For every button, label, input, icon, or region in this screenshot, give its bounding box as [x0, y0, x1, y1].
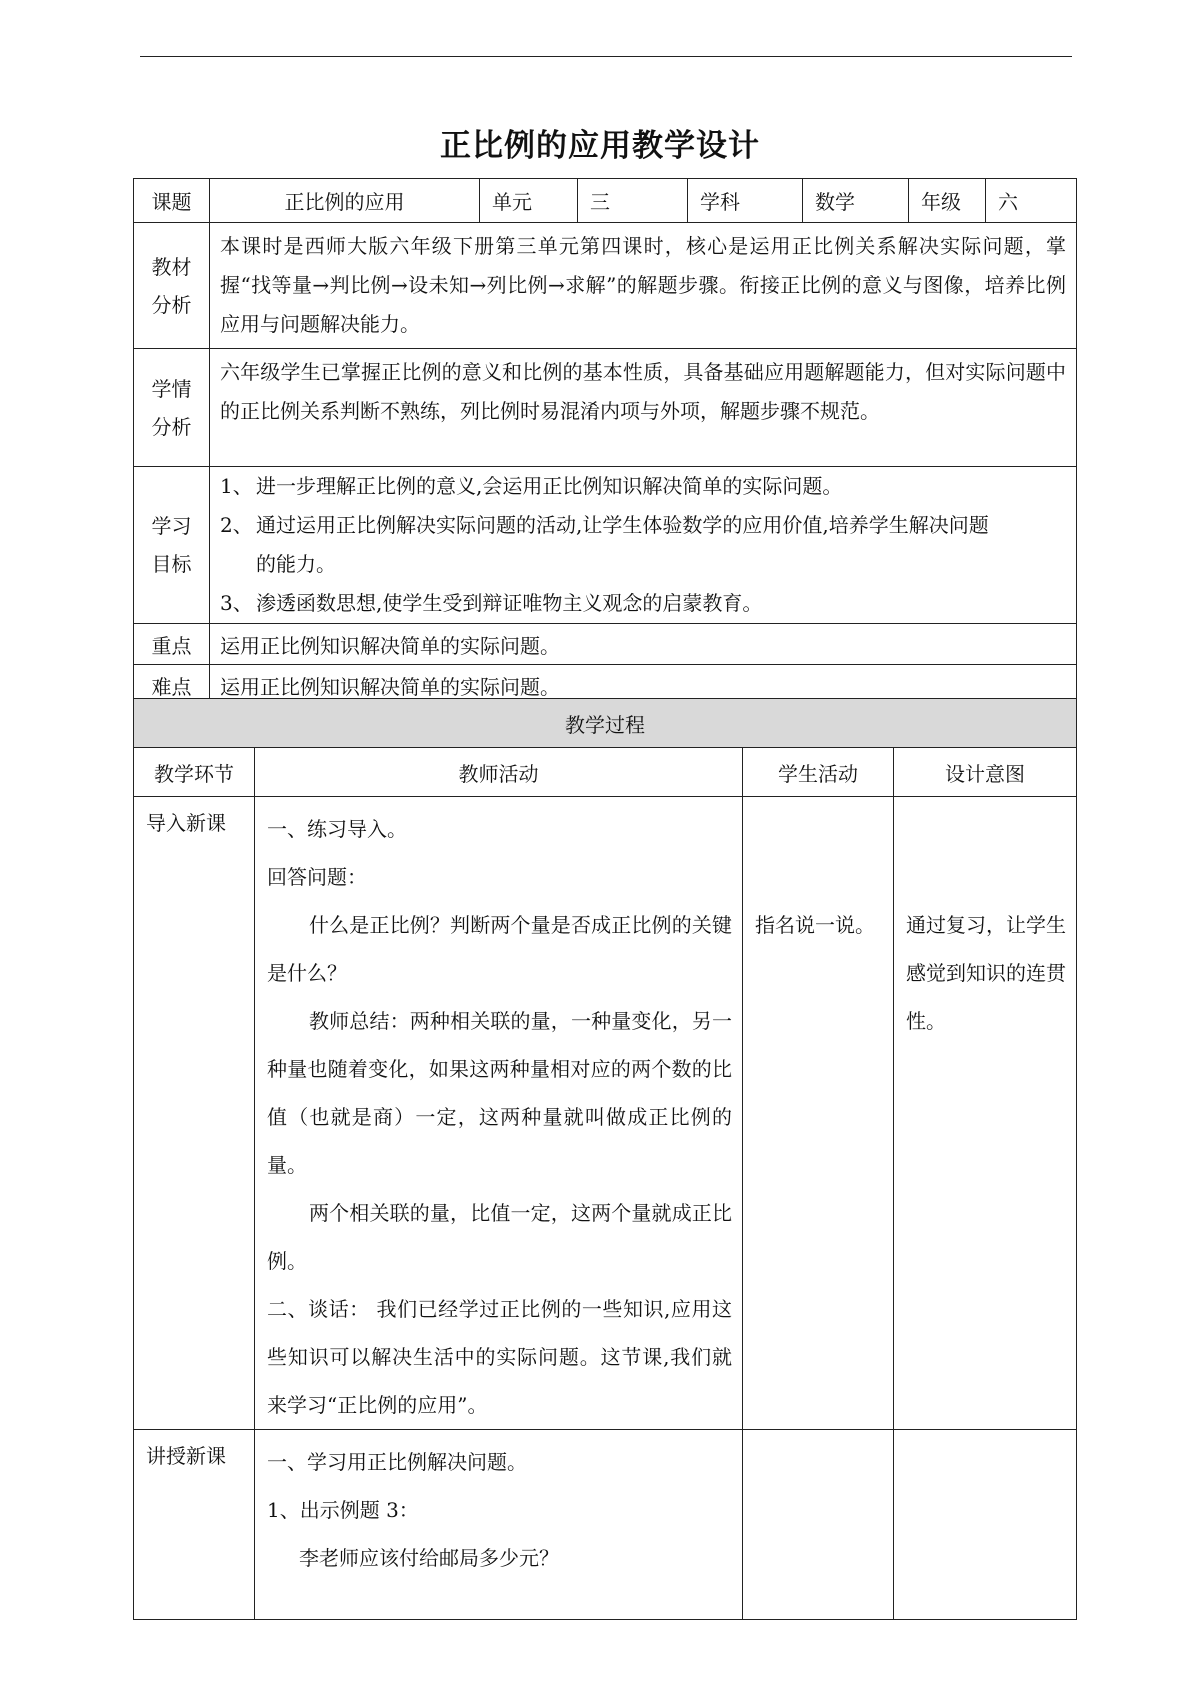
process-row-intro — [134, 797, 1077, 1430]
goal-continuation: 的能力。 — [256, 552, 336, 576]
process-row-new-lesson — [134, 1430, 1077, 1620]
unit-label: 单元 — [480, 179, 578, 223]
subject-label: 学科 — [688, 179, 803, 223]
teacher-paragraph: 两个相关联的量，比值一定，这两个量就成正比例。 — [267, 1201, 732, 1273]
stage-cell: 导入新课 — [134, 797, 255, 1430]
goal-item — [220, 584, 1076, 623]
header-teacher: 教师活动 — [255, 748, 743, 797]
goal-text: 渗透函数思想,使学生受到辩证唯物主义观念的启蒙教育。 — [256, 591, 763, 615]
teacher-paragraph: 李老师应该付给邮局多少元？ — [299, 1546, 559, 1570]
key-point-label: 重点 — [134, 624, 210, 665]
header-stage: 教学环节 — [134, 748, 255, 797]
material-analysis-label — [134, 223, 210, 349]
goals-label-line1: 学习 — [151, 514, 192, 538]
key-point-row — [134, 624, 1077, 665]
teacher-paragraph: 二、谈话： 我们已经学过正比例的一些知识,应用这些知识可以解决生活中的实际问题。这节课,我们就来学习“正比例的应用”。 — [267, 1297, 732, 1417]
design-intent-cell — [894, 1430, 1077, 1620]
teacher-paragraph: 什么是正比例？判断两个量是否成正比例的关键是什么？ — [267, 913, 732, 985]
goal-text: 进一步理解正比例的意义,会运用正比例知识解决简单的实际问题。 — [256, 474, 843, 498]
material-analysis-row — [134, 223, 1077, 349]
process-band-title: 教学过程 — [134, 699, 1077, 748]
material-analysis-text: 本课时是西师大版六年级下册第三单元第四课时，核心是运用正比例关系解决实际问题，掌握“找等量→判比例→设未知→列比例→求解”的解题步骤。衔接正比例的意义与图像，培养比例应用与问题解决能力。 — [210, 223, 1077, 349]
difficulty-label: 难点 — [134, 665, 210, 706]
learning-goals-label — [134, 467, 210, 624]
teaching-process-table — [133, 698, 1077, 1620]
header-rule — [140, 56, 1072, 57]
goal-number: 2、 — [220, 513, 253, 537]
goals-label-line2: 目标 — [151, 552, 192, 576]
lesson-info-table — [133, 178, 1077, 706]
process-header-row — [134, 748, 1077, 797]
subject-value: 数学 — [803, 179, 909, 223]
teacher-paragraph: 回答问题： — [267, 865, 367, 889]
material-label-line2: 分析 — [151, 292, 192, 317]
goal-number: 1、 — [220, 474, 253, 498]
student-analysis-label — [134, 349, 210, 467]
process-band-row — [134, 699, 1077, 748]
header-student: 学生活动 — [743, 748, 894, 797]
goal-item — [220, 506, 1076, 545]
teacher-paragraph: 一、练习导入。 — [267, 817, 407, 841]
learning-goals-list — [210, 467, 1077, 624]
student-activity-cell — [743, 1430, 894, 1620]
teacher-paragraph: 教师总结：两种相关联的量，一种量变化，另一种量也随着变化，如果这两种量相对应的两个数的比值（也就是商）一定，这两种量就叫做成正比例的量。 — [267, 1009, 732, 1177]
teacher-activity-cell — [255, 1430, 743, 1620]
teacher-activity-cell — [255, 797, 743, 1430]
goal-text: 通过运用正比例解决实际问题的活动,让学生体验数学的应用价值,培养学生解决问题 — [256, 513, 989, 537]
student-label-line1: 学情 — [151, 376, 192, 401]
key-point-text: 运用正比例知识解决简单的实际问题。 — [210, 624, 1077, 665]
stage-cell: 讲授新课 — [134, 1430, 255, 1620]
goal-number: 3、 — [220, 591, 253, 615]
basic-info-row — [134, 179, 1077, 223]
teacher-paragraph: 一、学习用正比例解决问题。 — [267, 1450, 527, 1474]
document-title: 正比例的应用教学设计 — [440, 128, 760, 164]
student-activity-cell: 指名说一说。 — [743, 797, 894, 1430]
goal-item — [220, 467, 1076, 506]
student-label-line2: 分析 — [151, 414, 192, 439]
design-intent-cell: 通过复习，让学生感觉到知识的连贯性。 — [894, 797, 1077, 1430]
difficulty-text: 运用正比例知识解决简单的实际问题。 — [210, 665, 1077, 706]
student-analysis-row — [134, 349, 1077, 467]
topic-label: 课题 — [134, 179, 210, 223]
header-intent: 设计意图 — [894, 748, 1077, 797]
material-label-line1: 教材 — [151, 254, 192, 279]
unit-value: 三 — [578, 179, 688, 223]
student-analysis-text: 六年级学生已掌握正比例的意义和比例的基本性质，具备基础应用题解题能力，但对实际问题中的正比例关系判断不熟练，列比例时易混淆内项与外项，解题步骤不规范。 — [210, 349, 1077, 467]
teacher-paragraph: 1、出示例题 3： — [267, 1498, 419, 1522]
learning-goals-row — [134, 467, 1077, 624]
grade-label: 年级 — [909, 179, 986, 223]
grade-value: 六 — [986, 179, 1077, 223]
topic-value: 正比例的应用 — [210, 179, 480, 223]
